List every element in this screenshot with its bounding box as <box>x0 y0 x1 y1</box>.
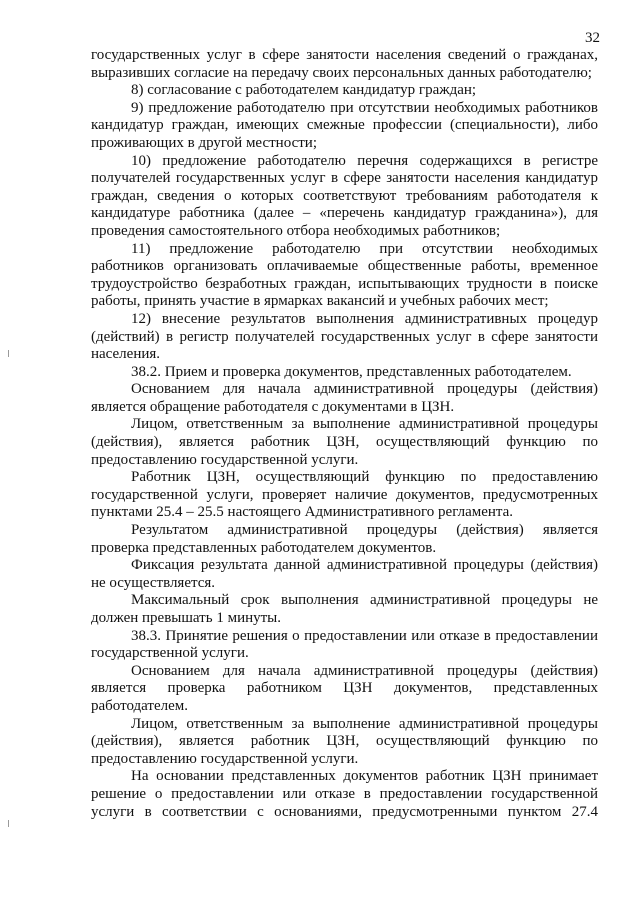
paragraph: государственных услуг в сфере занятости населения сведений о гражданах, выразивших согласие на передачу своих персональных данных работодателю; <box>91 47 598 81</box>
page-number: 32 <box>585 30 600 46</box>
margin-mark <box>8 350 9 357</box>
paragraph: Максимальный срок выполнения административной процедуры не должен превышать 1 минуты. <box>91 592 598 626</box>
paragraph: Лицом, ответственным за выполнение административной процедуры (действия), является работник ЦЗН, осуществляющий функцию по предоставлению государственной услуги. <box>91 416 598 468</box>
paragraph: Лицом, ответственным за выполнение административной процедуры (действия), является работник ЦЗН, осуществляющий функцию по предоставлению государственной услуги. <box>91 715 598 767</box>
document-body <box>91 47 598 821</box>
paragraph: Работник ЦЗН, осуществляющий функцию по предоставлению государственной услуги, проверяет наличие документов, предусмотренных пунктами 25.4 – 25.5 настоящего Административного регламента. <box>91 469 598 521</box>
section-heading: 38.3. Принятие решения о предоставлении или отказе в предоставлении государственной услуги. <box>91 627 598 662</box>
paragraph: 9) предложение работодателю при отсутствии необходимых работников кандидатур граждан, имеющих смежные профессии (специальности), либо проживающих в другой местности; <box>91 99 598 151</box>
paragraph: Результатом административной процедуры (действия) является проверка представленных работодателем документов. <box>91 522 598 556</box>
paragraph: 12) внесение результатов выполнения административных процедур (действий) в регистр получателей государственных услуг в сфере занятости населения. <box>91 310 598 363</box>
paragraph: 11) предложение работодателю при отсутствии необходимых работников организовать оплачиваемые общественные работы, временное трудоустройство безработных граждан, испытывающих трудности в поиске работы, принять участие в ярмарках вакансий и учебных рабочих мест; <box>91 240 598 310</box>
margin-mark <box>8 820 9 827</box>
section-heading: 38.2. Прием и проверка документов, представленных работодателем. <box>131 363 572 380</box>
paragraph: Фиксация результата данной административной процедуры (действия) не осуществляется. <box>91 557 598 591</box>
paragraph: 10) предложение работодателю перечня содержащихся в регистре получателей государственных услуг в сфере занятости населения кандидатур граждан, сведения о которых соответствуют требованиям работодателя к кандидатуре работника (далее – «перечень кандидатур гражданина»), для проведения самостоятельного отбора необходимых работников; <box>91 152 598 239</box>
paragraph: 8) согласование с работодателем кандидатур граждан; <box>131 82 477 99</box>
paragraph: Основанием для начала административной процедуры (действия) является проверка работником ЦЗН документов, представленных работодателем. <box>91 662 598 714</box>
paragraph: На основании представленных документов работник ЦЗН принимает решение о предоставлении или отказе в предоставлении государственной услуги в соответствии с основаниями, предусмотренными пунктом 27.4 <box>91 768 598 820</box>
paragraph: Основанием для начала административной процедуры (действия) является обращение работодателя с документами в ЦЗН. <box>91 381 598 415</box>
